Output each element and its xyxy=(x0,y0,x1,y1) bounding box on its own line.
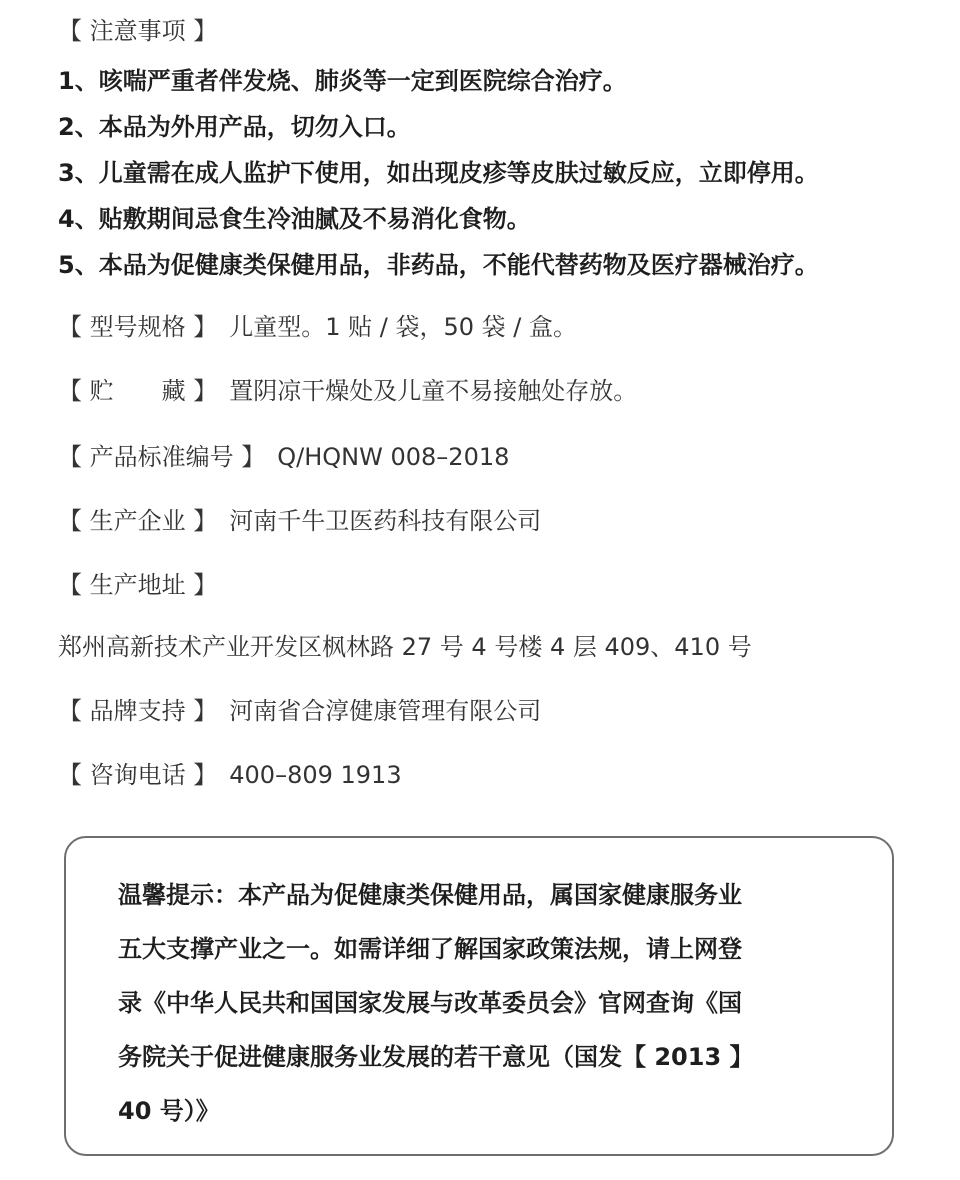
storage-label: 【 贮 藏 】 xyxy=(58,377,218,405)
model-spec-row xyxy=(58,310,577,344)
address-value: 郑州高新技术产业开发区枫林路 27 号 4 号楼 4 层 409、410 号 xyxy=(58,633,752,661)
notice-item: 4、贴敷期间忌食生冷油腻及不易消化食物。 xyxy=(58,205,531,233)
tip-line: 40 号）》 xyxy=(118,1097,220,1125)
tip-line: 录《中华人民共和国国家发展与改革委员会》官网查询《国 xyxy=(118,989,742,1017)
standard-number-row xyxy=(58,440,509,474)
tip-line: 五大支撑产业之一。如需详细了解国家政策法规，请上网登 xyxy=(118,935,742,963)
phone-label: 【 咨询电话 】 xyxy=(58,761,218,789)
notice-item: 5、本品为促健康类保健用品，非药品，不能代替药物及医疗器械治疗。 xyxy=(58,251,819,279)
model-spec-value: 儿童型。1 贴 / 袋，50 袋 / 盒。 xyxy=(229,313,578,341)
brand-row xyxy=(58,694,541,728)
notice-list xyxy=(58,58,819,288)
address-label-row xyxy=(58,568,229,602)
notice-item: 1、咳喘严重者伴发烧、肺炎等一定到医院综合治疗。 xyxy=(58,67,627,95)
address-label: 【 生产地址 】 xyxy=(58,571,218,599)
notice-item: 2、本品为外用产品，切勿入口。 xyxy=(58,113,411,141)
manufacturer-label: 【 生产企业 】 xyxy=(58,507,218,535)
phone-value: 400–809 1913 xyxy=(229,761,402,789)
phone-row xyxy=(58,758,402,792)
brand-value: 河南省合淳健康管理有限公司 xyxy=(229,697,542,725)
storage-row xyxy=(58,374,637,408)
manufacturer-row xyxy=(58,504,541,538)
model-spec-label: 【 型号规格 】 xyxy=(58,313,218,341)
tip-box xyxy=(64,836,894,1156)
notice-item: 3、儿童需在成人监护下使用，如出现皮疹等皮肤过敏反应，立即停用。 xyxy=(58,159,819,187)
tip-text xyxy=(118,868,848,1138)
brand-label: 【 品牌支持 】 xyxy=(58,697,218,725)
notice-heading: 【 注意事项 】 xyxy=(58,17,218,45)
standard-number-label: 【 产品标准编号 】 xyxy=(58,443,266,471)
standard-number-value: Q/HQNW 008–2018 xyxy=(277,443,510,471)
tip-line: 务院关于促进健康服务业发展的若干意见（国发【 2013 】 xyxy=(118,1043,754,1071)
manufacturer-value: 河南千牛卫医药科技有限公司 xyxy=(229,507,542,535)
storage-value: 置阴凉干燥处及儿童不易接触处存放。 xyxy=(229,377,638,405)
tip-line: 温馨提示：本产品为促健康类保健用品，属国家健康服务业 xyxy=(118,881,742,909)
